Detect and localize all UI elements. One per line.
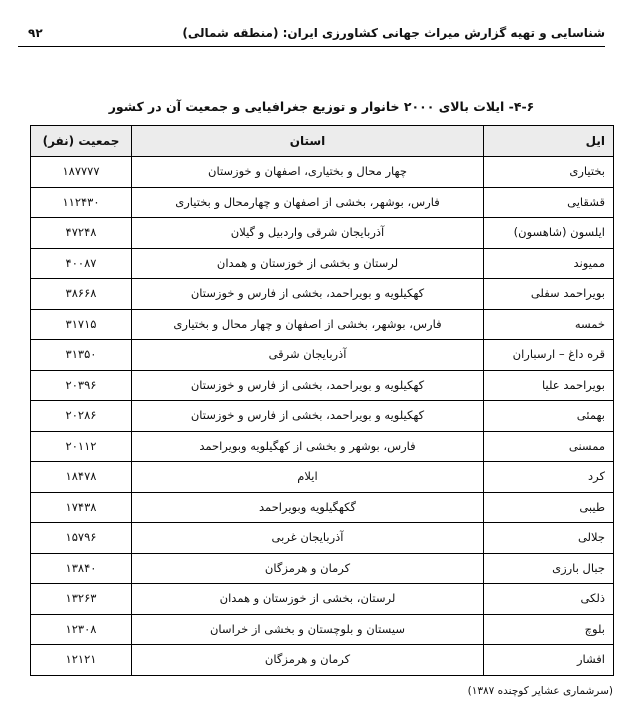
province-cell: کهکیلویه و بویراحمد، بخشی از فارس و خوزستان [132, 401, 484, 432]
column-header-province: استان [132, 126, 484, 157]
tribe-cell: ممیوند [484, 248, 614, 279]
province-cell: آذربایجان شرقی واردبیل و گیلان [132, 218, 484, 249]
tribe-cell: جلالی [484, 523, 614, 554]
population-cell: ۴۰۰۸۷ [31, 248, 132, 279]
source-note: (سرشماری عشایر کوچنده ۱۳۸۷) [467, 685, 613, 697]
table-row [31, 340, 614, 371]
population-cell: ۱۱۲۴۳۰ [31, 187, 132, 218]
table-row [31, 584, 614, 615]
tribe-cell: ممسنی [484, 431, 614, 462]
population-cell: ۱۳۸۴۰ [31, 553, 132, 584]
population-cell: ۲۰۳۹۶ [31, 370, 132, 401]
population-cell: ۲۰۲۸۶ [31, 401, 132, 432]
table-row [31, 309, 614, 340]
table-row [31, 248, 614, 279]
province-cell: گکهگیلویه وبویراحمد [132, 492, 484, 523]
table-row [31, 614, 614, 645]
population-cell: ۱۷۴۳۸ [31, 492, 132, 523]
population-cell: ۳۱۳۵۰ [31, 340, 132, 371]
tribe-cell: قشقایی [484, 187, 614, 218]
table-title: ۴-۶- ایلات بالای ۲۰۰۰ خانوار و توزیع جغرافیایی و جمعیت آن در کشور [108, 99, 535, 114]
population-cell: ۱۸۷۷۷۷ [31, 157, 132, 188]
table-row [31, 523, 614, 554]
page-header [18, 26, 605, 47]
tribe-cell: افشار [484, 645, 614, 676]
tribe-cell: بختیاری [484, 157, 614, 188]
tribe-cell: بویراحمد علیا [484, 370, 614, 401]
table-row [31, 279, 614, 310]
tribe-cell: بویراحمد سفلی [484, 279, 614, 310]
column-header-population: جمعیت (نفر) [31, 126, 132, 157]
table-row [31, 645, 614, 676]
table-row [31, 401, 614, 432]
table-row [31, 553, 614, 584]
province-cell: لرستان و بخشی از خوزستان و همدان [132, 248, 484, 279]
province-cell: فارس، بوشهر، بخشی از اصفهان و چهار محال و بختیاری [132, 309, 484, 340]
population-cell: ۲۰۱۱۲ [31, 431, 132, 462]
tribe-cell: خمسه [484, 309, 614, 340]
table-header-row [31, 126, 614, 157]
province-cell: چهار محال و بختیاری، اصفهان و خوزستان [132, 157, 484, 188]
province-cell: سیستان و بلوچستان و بخشی از خراسان [132, 614, 484, 645]
tribe-cell: ذلکی [484, 584, 614, 615]
tribe-cell: بهمئی [484, 401, 614, 432]
tribe-cell: جبال بارزی [484, 553, 614, 584]
province-cell: کرمان و هرمزگان [132, 553, 484, 584]
population-cell: ۱۳۲۶۳ [31, 584, 132, 615]
table-row [31, 462, 614, 493]
population-cell: ۱۵۷۹۶ [31, 523, 132, 554]
table-row [31, 370, 614, 401]
population-cell: ۳۸۶۶۸ [31, 279, 132, 310]
tribe-cell: بلوچ [484, 614, 614, 645]
population-cell: ۱۲۱۲۱ [31, 645, 132, 676]
table-row [31, 492, 614, 523]
table-row [31, 187, 614, 218]
province-cell: آذربایجان شرقی [132, 340, 484, 371]
population-cell: ۱۸۴۷۸ [31, 462, 132, 493]
tribe-cell: طیبی [484, 492, 614, 523]
tribe-cell: ایلسون (شاهسون) [484, 218, 614, 249]
header-title: شناسایی و تهیه گزارش میراث جهانی کشاورزی ایران: (منطقه شمالی) [182, 26, 605, 40]
page-number: ۹۲ [28, 26, 43, 40]
population-cell: ۱۲۳۰۸ [31, 614, 132, 645]
tribes-table [30, 125, 614, 676]
population-cell: ۴۷۲۴۸ [31, 218, 132, 249]
population-cell: ۳۱۷۱۵ [31, 309, 132, 340]
province-cell: کرمان و هرمزگان [132, 645, 484, 676]
province-cell: فارس، بوشهر و بخشی از کهگیلویه وبویراحمد [132, 431, 484, 462]
table-body [31, 157, 614, 676]
table-row [31, 218, 614, 249]
province-cell: فارس، بوشهر، بخشی از اصفهان و چهارمحال و بختیاری [132, 187, 484, 218]
province-cell: لرستان، بخشی از خوزستان و همدان [132, 584, 484, 615]
column-header-tribe: ایل [484, 126, 614, 157]
tribe-cell: قره داغ – ارسباران [484, 340, 614, 371]
province-cell: آذربایجان غربی [132, 523, 484, 554]
table-row [31, 431, 614, 462]
province-cell: کهکیلویه و بویراحمد، بخشی از فارس و خوزستان [132, 370, 484, 401]
province-cell: کهکیلویه و بویراحمد، بخشی از فارس و خوزستان [132, 279, 484, 310]
province-cell: ایلام [132, 462, 484, 493]
table-row [31, 157, 614, 188]
tribe-cell: کرد [484, 462, 614, 493]
